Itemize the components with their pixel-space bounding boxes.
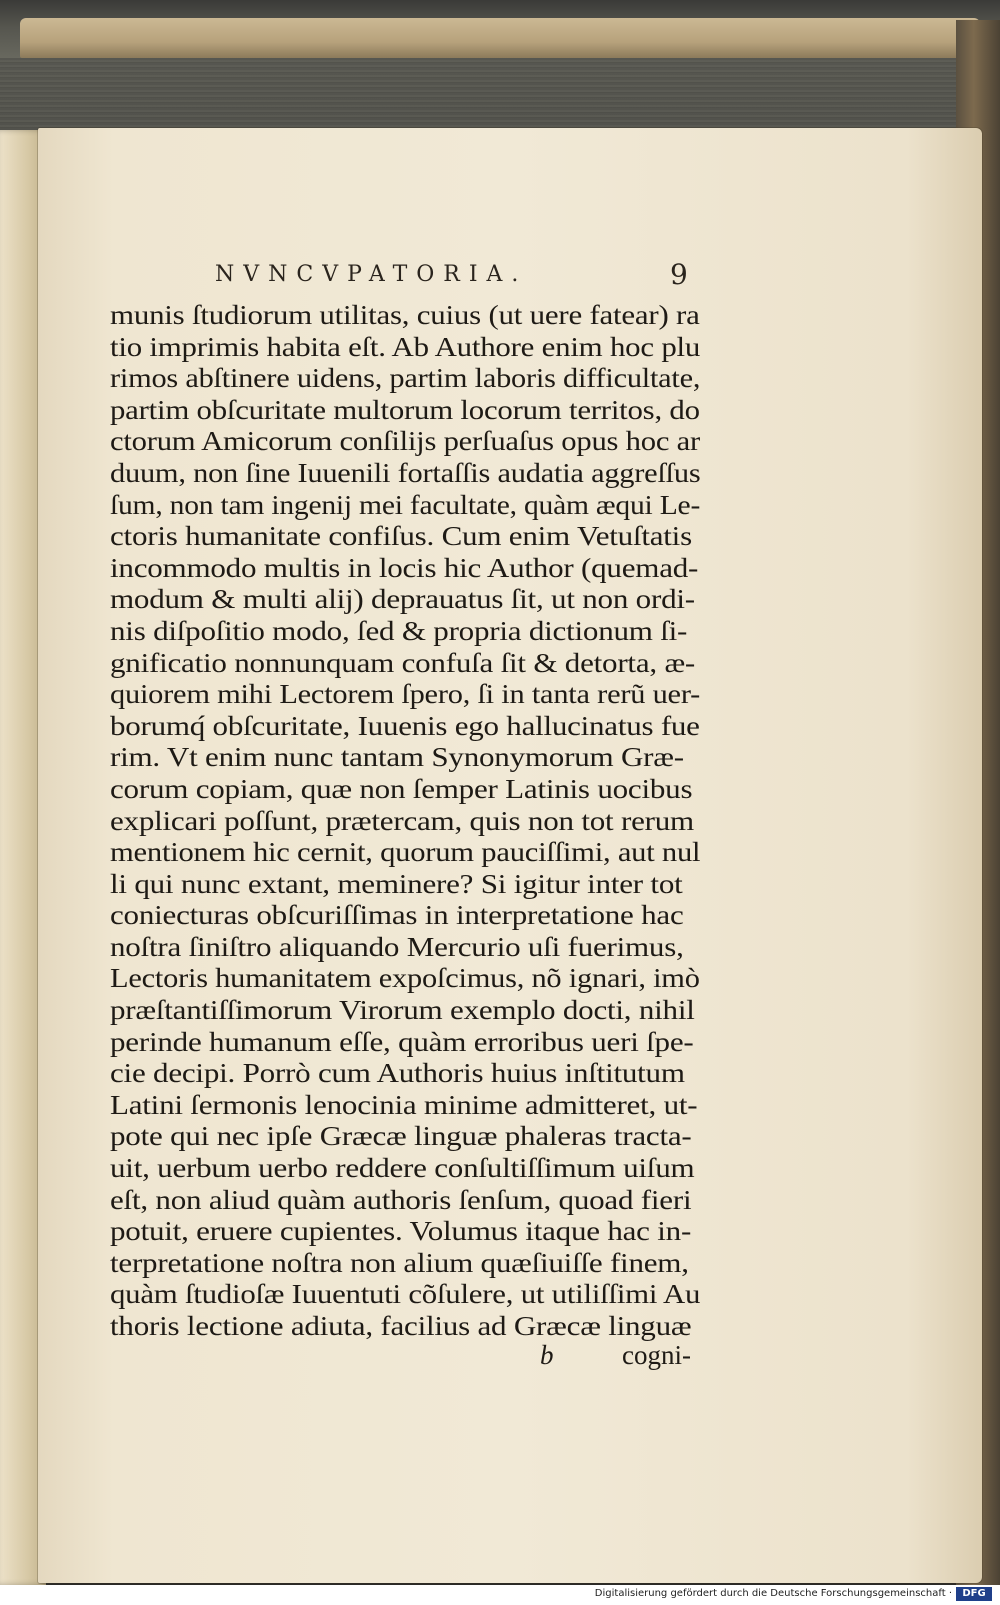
text-line: rimos abſtinere uidens, partim laboris difficultate, [110, 363, 701, 394]
text-line: terpretatione noſtra non alium quæſiuiſſe finem, [110, 1247, 689, 1278]
text-line: explicari poſſunt, prætercam, quis non tot rerum [110, 805, 694, 836]
text-line: li qui nunc extant, meminere? Si igitur inter tot [110, 868, 683, 899]
page-number: 9 [670, 258, 688, 291]
footer-credit: Digitalisierung gefördert durch die Deutsche Forschungsgemeinschaft · [594, 1588, 952, 1599]
text-line: tio imprimis habita eſt. Ab Authore enim hoc plu [110, 331, 701, 362]
text-line: rim. Vt enim nunc tantam Synonymorum Græ- [110, 742, 684, 773]
text-line: uit, uerbum uerbo reddere conſultiſſimum uiſum [110, 1153, 695, 1184]
book-edge [0, 0, 1000, 140]
text-line: corum copiam, quæ non ſemper Latinis uocibus [110, 773, 693, 804]
text-line: perinde humanum eſſe, quàm erroribus ueri ſpe- [110, 1026, 694, 1057]
text-line: ctorum Amicorum conſilijs perſuaſus opus hoc ar [110, 426, 701, 457]
text-line: partim obſcuritate multorum locorum territos, do [110, 394, 700, 425]
text-line: præſtantiſſimorum Virorum exemplo docti, nihil [110, 995, 695, 1026]
running-head: NVNCVPATORIA. [215, 262, 528, 287]
text-line: mentionem hic cernit, quorum pauciſſimi, aut nul [110, 837, 701, 868]
text-line: gnificatio nonnunquam confuſa ſit & detorta, æ- [110, 647, 696, 678]
catchword: cogni- [622, 1340, 691, 1370]
text-line: potuit, eruere cupientes. Volumus itaque hac in- [110, 1216, 692, 1247]
text-line: quiorem mihi Lectorem ſpero, ſi in tanta rerũ uer- [110, 679, 701, 710]
dfg-logo: DFG [956, 1587, 992, 1601]
text-line: ſum, non tam ingenij mei facultate, quàm æqui Le- [110, 489, 701, 520]
text-line: incommodo multis in locis hic Author (quemad- [110, 552, 699, 583]
text-line: pote qui nec ipſe Græcæ linguæ phaleras tracta- [110, 1121, 692, 1152]
text-line: Latini ſermonis lenocinia minime admitteret, ut- [110, 1089, 698, 1120]
text-line: quàm ſtudioſæ Iuuentuti cõſulere, ut utiliſſimi Au [110, 1279, 701, 1310]
text-line: modum & multi alij) deprauatus ſit, ut non ordi- [110, 584, 695, 615]
text-line: ctoris humanitate confiſus. Cum enim Vetuſtatis [110, 521, 692, 552]
signature-mark: b [540, 1340, 554, 1370]
text-line: coniecturas obſcuriſſimas in interpretatione hac [110, 900, 684, 931]
text-line: eſt, non aliud quàm authoris ſenſum, quoad fieri [110, 1184, 692, 1215]
text-line: nis diſpoſitio modo, ſed & propria dictionum ſi- [110, 615, 688, 646]
text-line: thoris lectione adiuta, facilius ad Græcæ linguæ [110, 1311, 692, 1341]
text-line: Lectoris humanitatem expoſcimus, nõ ignari, imò [110, 963, 700, 994]
text-line: noſtra ſiniſtro aliquando Mercurio uſi fuerimus, [110, 931, 684, 962]
text-line: munis ſtudiorum utilitas, cuius (ut uere fatear) ra [110, 300, 700, 330]
text-line: cie decipi. Porrò cum Authoris huius inſtitutum [110, 1058, 685, 1089]
text-line: duum, non ſine Iuuenili fortaſſis audatia aggreſſus [110, 457, 701, 488]
text-line: borumq́ obſcuritate, Iuuenis ego hallucinatus fue [110, 710, 700, 741]
book-edge-top [20, 18, 980, 58]
body-text [110, 300, 710, 1343]
